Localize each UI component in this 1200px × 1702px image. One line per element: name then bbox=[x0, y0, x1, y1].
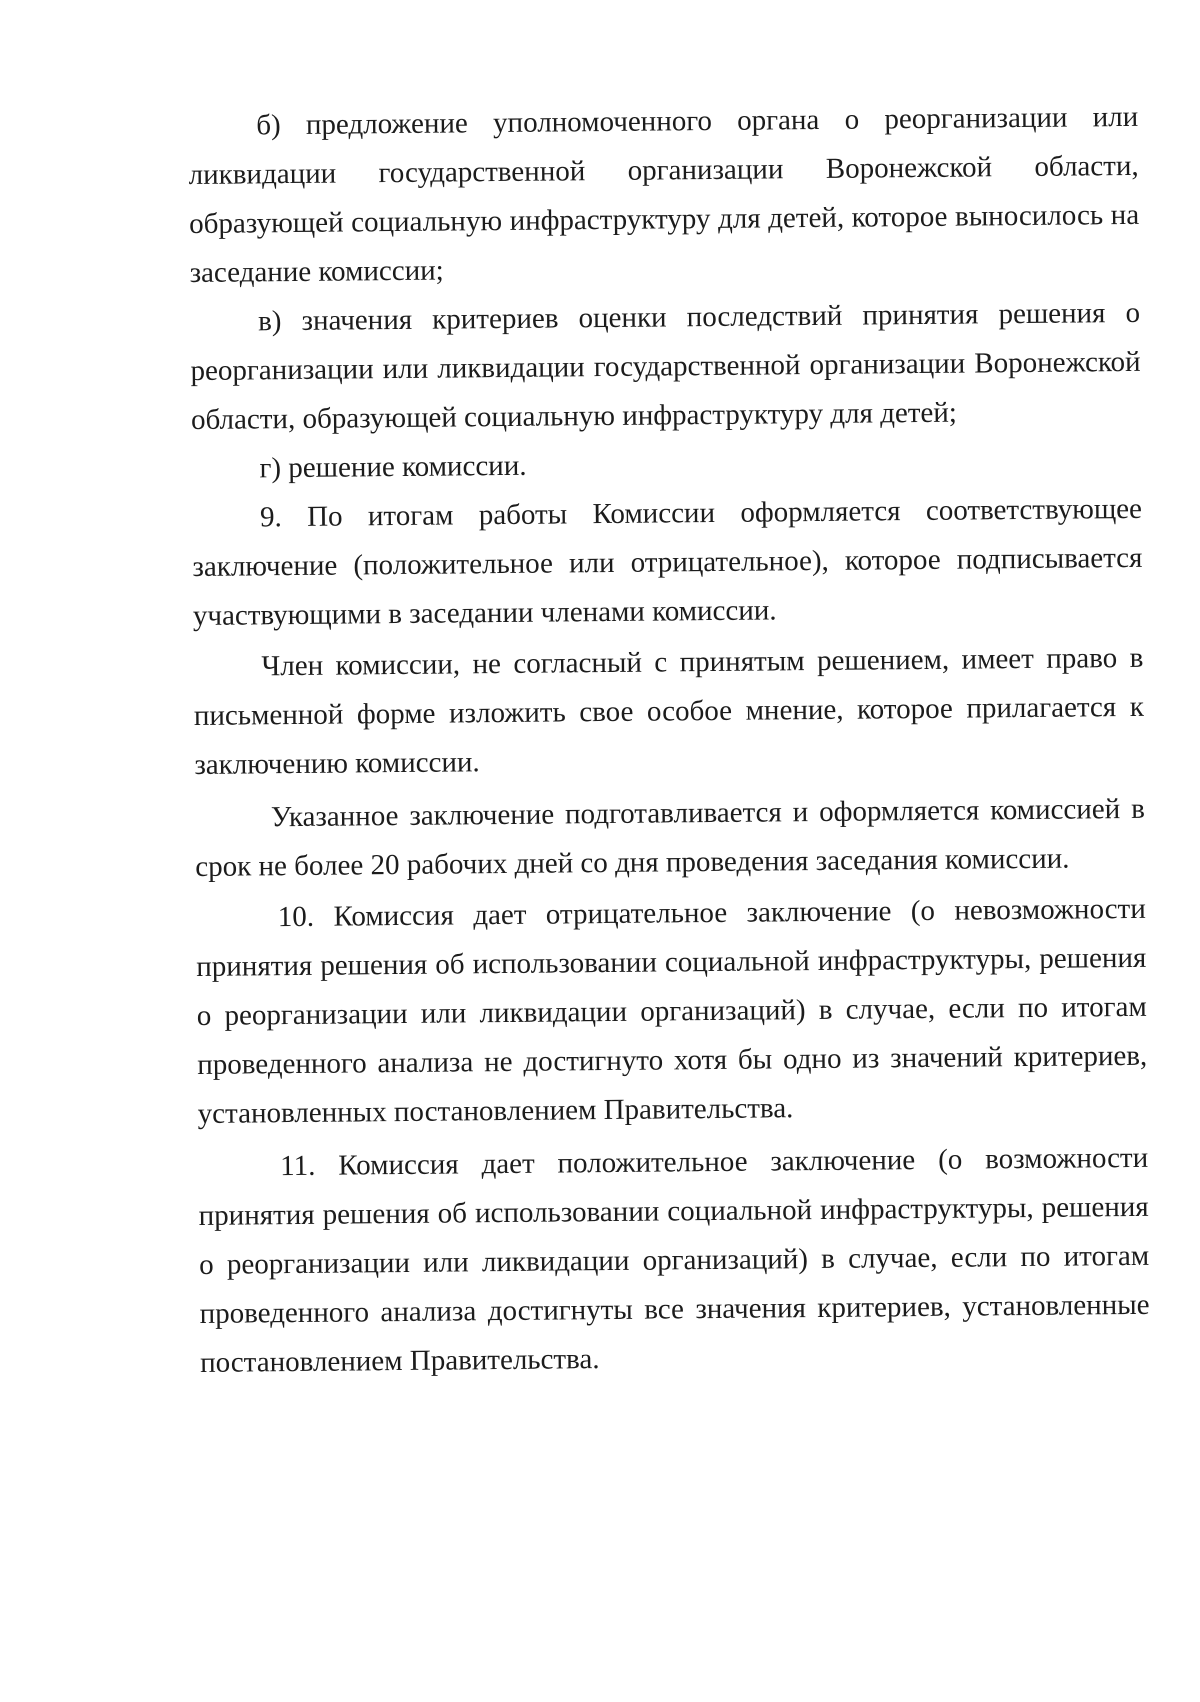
paragraph-conclusion-deadline: Указанное заключение подготавливается и оформляется комиссией в срок не более 20 рабочих дней со дня проведения заседания комиссии. bbox=[195, 792, 1145, 883]
paragraph-g: г) решение комиссии. bbox=[259, 449, 527, 485]
paragraph-9: 9. По итогам работы Комиссии оформляется соответствующее заключение (положительное или отрицательное), которое подписывается участвующими в заседании членами комиссии. bbox=[192, 492, 1143, 632]
paragraph-b: б) предложение уполномоченного органа о реорганизации или ликвидации государственной организации Воронежской области, образующей социальную инфраструктуру для детей, которое выносилось на заседание комиссии; bbox=[188, 100, 1140, 289]
paragraph-member-opinion: Член комиссии, не согласный с принятым решением, имеет право в письменной форме изложить свое особое мнение, которое прилагается к заключению комиссии. bbox=[193, 641, 1145, 781]
paragraph-v: в) значения критериев оценки последствий принятия решения о реорганизации или ликвидации государственной организации Воронежской области, образующей социальную инфраструктуру для детей; bbox=[190, 296, 1141, 436]
paragraph-11: 11. Комиссия дает положительное заключение (о возможности принятия решения об использовании социальной инфраструктуры, решения о реорганизации или ликвидации организаций) в случае, если по итогам проведенного анализа достигнуты все значения критериев, установленные постановлением Правительства. bbox=[198, 1141, 1150, 1379]
paragraph-10: 10. Комиссия дает отрицательное заключение (о невозможности принятия решения об использовании социальной инфраструктуры, решения о реорганизации или ликвидации организаций) в случае, если по итогам проведенного анализа не достигнуто хотя бы одно из значений критериев, установленных постановлением Правительства. bbox=[196, 892, 1148, 1130]
document-body bbox=[188, 93, 1150, 1388]
